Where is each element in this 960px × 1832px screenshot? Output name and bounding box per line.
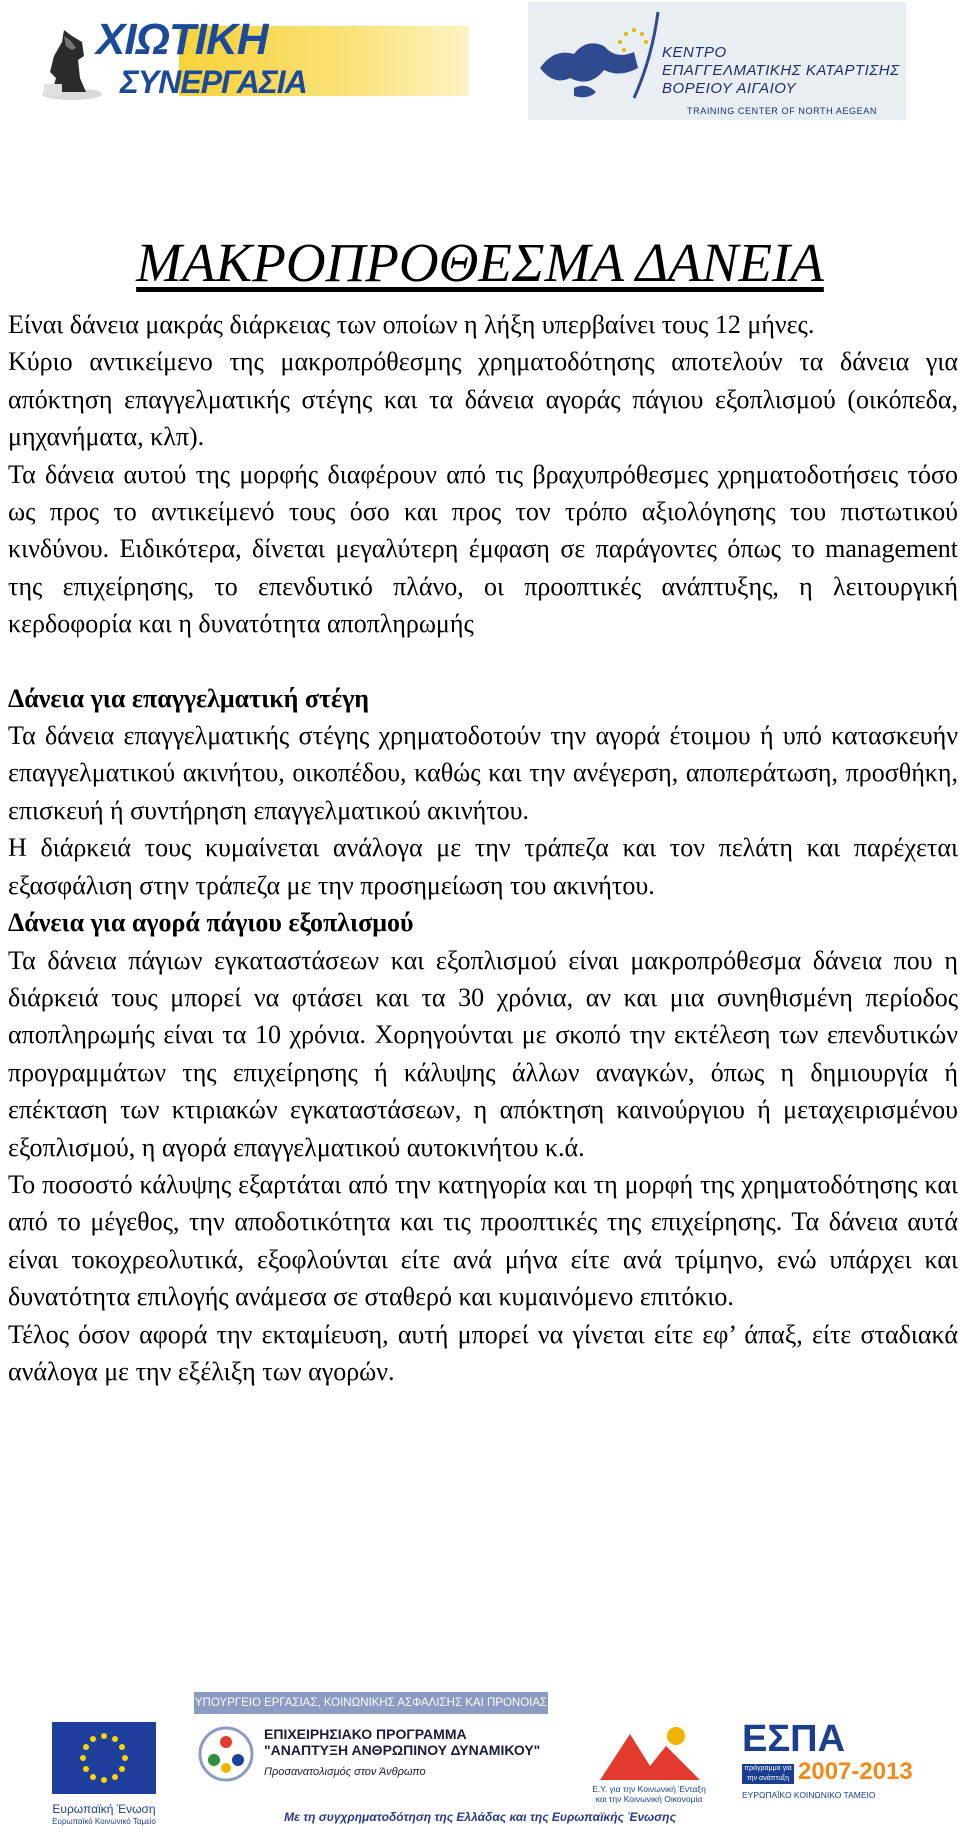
- section2-paragraph-2: Το ποσοστό κάλυψης εξαρτάται από την κατηγορία και τη μορφή της χρηματοδότησης και από το μέγεθος, την αποδοτικότητα και τις προοπτικές της επιχείρησης. Τα δάνεια αυτά είναι τοκοχρεολυτικά, εξοφλούνται είτε ανά μήνα είτε ανά τρίμηνο, ενώ υπάρχει και δυνατότητα επιλογής ανάμεσα σε σταθερό και κυμαινόμενο επιτόκιο.: [8, 1169, 958, 1312]
- managing-authority-line1: Ε.Υ. για την Κοινωνική Ένταξη: [592, 1784, 706, 1794]
- section2-paragraph-3: Τέλος όσον αφορά την εκταμίευση, αυτή μπορεί να γίνεται είτε εφ’ άπαξ, είτε σταδιακά ανάλογα με την εξέλιξη των αγορών.: [8, 1319, 958, 1386]
- intro-paragraph-2: Κύριο αντικείμενο της μακροπρόθεσμης χρηματοδότησης αποτελούν τα δάνεια για απόκτηση επαγγελματικής στέγης και τα δάνεια αγοράς πάγιου εξοπλισμού (οικόπεδα, μηχανήματα, κλπ).: [8, 347, 958, 452]
- training-center-english-name: TRAINING CENTER OF NORTH AEGEAN: [687, 106, 877, 116]
- ministry-banner: ΥΠΟΥΡΓΕΙΟ ΕΡΓΑΣΙΑΣ, ΚΟΙΝΩΝΙΚΗΣ ΑΣΦΑΛΙΣΗΣ ΚΑΙ ΠΡΟΝΟΙΑΣ: [194, 1692, 548, 1714]
- section2-paragraph-1: Τα δάνεια πάγιων εγκαταστάσεων και εξοπλισμού είναι μακροπρόθεσμα δάνεια που η διάρκειά τους μπορεί να φτάσει και τα 30 χρόνια, αν και μια συνηθισμένη περίοδος αποπληρωμής είναι τα 10 χρόνια. Χορηγούνται με σκοπό την εκτέλεση των επενδυτικών προγραμμάτων της επιχείρησης ή κάλυψης άλλων αναγκών, όπως η δημιουργία ή επέκταση των κτιριακών εγκαταστάσεων, η απόκτηση καινούργιου ή μεταχειρισμένου εξοπλισμού, η αγορά επαγγελματικού αυτοκινήτου κ.ά.: [8, 945, 958, 1162]
- north-aegean-map-icon: [534, 8, 664, 108]
- eu-caption: Ευρωπαϊκή Ένωση: [52, 1802, 156, 1816]
- page-title: ΜΑΚΡΟΠΡΟΘΕΣΜΑ ΔΑΝΕΙΑ: [136, 231, 824, 293]
- chiotiki-synergasia-logo: [34, 14, 434, 104]
- managing-authority-line2: και την Κοινωνική Οικονομία: [595, 1794, 703, 1804]
- espa-logo: ΕΣΠΑ: [742, 1718, 846, 1760]
- espa-fund-caption: ΕΥΡΩΠΑΪΚΟ ΚΟΙΝΩΝΙΚΟ ΤΑΜΕΙΟ: [742, 1790, 876, 1800]
- chess-knight-icon: [34, 20, 104, 102]
- intro-paragraph-1: Είναι δάνεια μακράς διάρκειας των οποίων η λήξη υπερβαίνει τους 12 μήνες.: [8, 310, 815, 339]
- operational-program-title: [264, 1726, 564, 1758]
- espa-tagline: πρόγραμμα για την ανάπτυξη: [742, 1764, 794, 1784]
- managing-authority-caption: [574, 1784, 724, 1804]
- training-center-greek-name: [662, 44, 902, 98]
- section1-paragraph-2: Η διάρκειά τους κυμαίνεται ανάλογα με την τράπεζα και τον πελάτη και παρέχεται εξασφάλιση στην τράπεζα με την προσημείωση του ακινήτου.: [8, 833, 958, 900]
- training-center-line2: ΕΠΑΓΓΕΛΜΑΤΙΚΗΣ ΚΑΤΑΡΤΙΣΗΣ: [662, 62, 900, 79]
- footer-logos: [0, 1680, 960, 1832]
- eu-flag-icon: [52, 1722, 156, 1794]
- operational-program-line2: "ΑΝΑΠΤΥΞΗ ΑΝΘΡΩΠΙΝΟΥ ΔΥΝΑΜΙΚΟΥ": [264, 1742, 541, 1758]
- paragraph-gap: [8, 643, 958, 680]
- section1-paragraph-1: Τα δάνεια επαγγελματικής στέγης χρηματοδοτούν την αγορά έτοιμου ή υπό κατασκευήν επαγγελματικού ακινήτου, οικοπέδου, καθώς και την ανέγερση, αποπεράτωση, προσθήκη, επισκευή ή συντήρηση επαγγελματικού ακινήτου.: [8, 721, 958, 825]
- operational-program-line1: ΕΠΙΧΕΙΡΗΣΙΑΚΟ ΠΡΟΓΡΑΜΜΑ: [264, 1726, 467, 1742]
- espa-years: 2007-2013: [798, 1758, 913, 1785]
- logo-text-line1: ΧΙΩΤΙΚΗ: [96, 15, 268, 64]
- operational-program-motto: Προσανατολισμός στον Άνθρωπο: [264, 1766, 426, 1778]
- eu-subcaption: Ευρωπαϊκό Κοινωνικό Ταμείο: [52, 1817, 156, 1826]
- training-center-line1: ΚΕΝΤΡΟ: [662, 44, 727, 61]
- document-body: [8, 306, 958, 1390]
- operational-program-emblem-icon: [196, 1724, 256, 1784]
- logo-text-line2: ΣΥΝΕΡΓΑΣΙΑ: [120, 64, 307, 100]
- cofunding-statement: Με τη συγχρηματοδότηση της Ελλάδας και της Ευρωπαϊκής Ένωσης: [284, 1810, 676, 1824]
- intro-paragraph-3: Τα δάνεια αυτού της μορφής διαφέρουν από τις βραχυπρόθεσμες χρηματοδοτήσεις τόσο ως προς το αντικείμενό τους όσο και προς τον τρόπο αξιολόγησης του πιστωτικού κινδύνου. Ειδικότερα, δίνεται μεγαλύτερη έμφαση σε παράγοντες όπως το management της επιχείρησης, το επενδυτικό πλάνο, οι προοπτικές ανάπτυξης, η λειτουργική κερδοφορία και η δυνατότητα αποπληρωμής: [8, 459, 958, 639]
- training-center-logo: [528, 2, 906, 120]
- section-heading-business-premises: Δάνεια για επαγγελματική στέγη: [8, 683, 370, 713]
- section-heading-fixed-equipment: Δάνεια για αγορά πάγιου εξοπλισμού: [8, 908, 414, 938]
- managing-authority-icon: [590, 1720, 710, 1788]
- training-center-line3: ΒΟΡΕΙΟΥ ΑΙΓΑΙΟΥ: [662, 80, 797, 97]
